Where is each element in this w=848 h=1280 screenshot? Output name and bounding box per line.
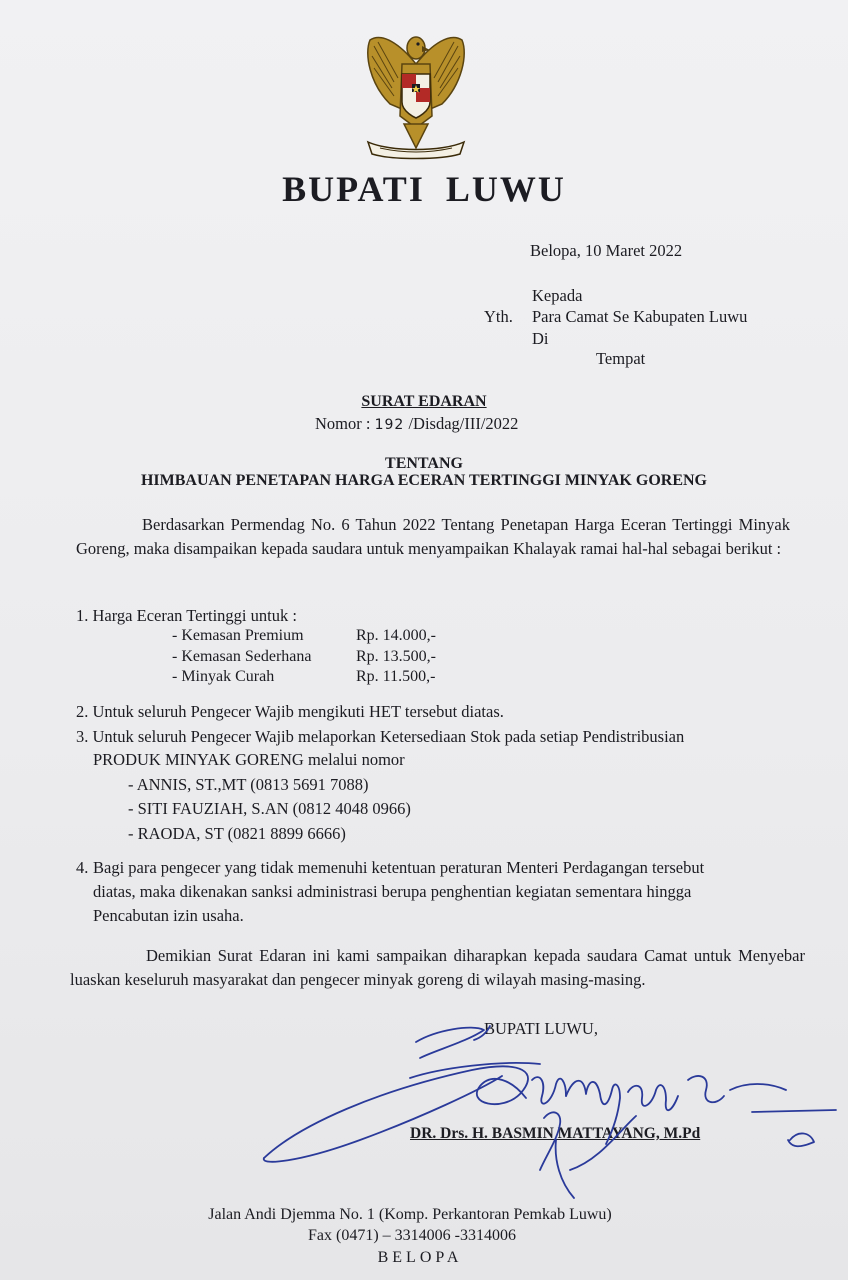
- price-item-value: Rp. 14.000,-: [356, 627, 436, 644]
- signatory-title: BUPATI LUWU,: [484, 1019, 598, 1038]
- price-item-name: - Minyak Curah: [172, 668, 275, 685]
- circular-heading: SURAT EDARAN: [361, 393, 487, 410]
- date-line: Belopa, 10 Maret 2022: [530, 241, 683, 260]
- garuda-pancasila-emblem-icon: [360, 24, 472, 160]
- address-yth: Yth.: [484, 307, 513, 326]
- address-kepada: Kepada: [532, 286, 583, 305]
- price-item-value: Rp. 11.500,-: [356, 668, 436, 685]
- point-4-number: 4.: [76, 858, 89, 877]
- price-item-value: Rp. 13.500,-: [356, 648, 436, 665]
- address-tempat: Tempat: [596, 349, 646, 368]
- contact-item: - ANNIS, ST.,MT (0813 5691 7088): [128, 775, 369, 794]
- price-row: [172, 668, 435, 686]
- handwritten-signature: [240, 1020, 848, 1220]
- point-2: 2. Untuk seluruh Pengecer Wajib mengikuti HET tersebut diatas.: [76, 702, 504, 721]
- price-item-name: - Kemasan Sederhana: [172, 648, 312, 665]
- point-3-line-2: PRODUK MINYAK GORENG melalui nomor: [93, 750, 405, 769]
- point-3-line-1: 3. Untuk seluruh Pengecer Wajib melaporkan Ketersediaan Stok pada setiap Pendistribusian: [76, 727, 685, 746]
- contact-item: - RAODA, ST (0821 8899 6666): [128, 824, 346, 843]
- price-row: [172, 627, 436, 645]
- closing-paragraph: Demikian Surat Edaran ini kami sampaikan diharapkan kepada saudara Camat untuk Menyebar luaskan keseluruh masyarakat dan pengecer minyak goreng di wilayah masing-masing.: [70, 946, 805, 989]
- price-item-name: - Kemasan Premium: [172, 627, 304, 644]
- point-4-line-1: Bagi para pengecer yang tidak memenuhi ketentuan peraturan Menteri Perdagangan tersebut: [93, 858, 705, 877]
- number-prefix: Nomor :: [315, 414, 375, 433]
- point-4: [76, 856, 796, 928]
- point-4-line-3: Pencabutan izin usaha.: [93, 906, 244, 925]
- letterhead-title: BUPATI LUWU: [282, 169, 566, 209]
- point-4-line-2: diatas, maka dikenakan sanksi administrasi berupa penghentian kegiatan sementara hingga: [93, 882, 692, 901]
- circular-number: [315, 414, 518, 434]
- number-suffix: /Disdag/III/2022: [404, 414, 519, 433]
- opening-paragraph: Berdasarkan Permendag No. 6 Tahun 2022 Tentang Penetapan Harga Eceran Tertinggi Minyak Goreng, maka disampaikan kepada saudara untuk menyampaikan Khalayak ramai hal-hal sebagai berikut :: [76, 515, 790, 558]
- point-1-intro: 1. Harga Eceran Tertinggi untuk :: [76, 606, 297, 625]
- address-di: Di: [532, 329, 549, 348]
- price-row: [172, 648, 436, 666]
- about-label: TENTANG: [385, 455, 463, 472]
- subject-title: HIMBAUAN PENETAPAN HARGA ECERAN TERTINGGI MINYAK GORENG: [140, 472, 707, 489]
- footer-fax: Fax (0471) – 3314006 -3314006: [308, 1227, 516, 1244]
- address-recipient: Para Camat Se Kabupaten Luwu: [532, 307, 748, 326]
- number-value-handwritten: 192: [374, 417, 405, 433]
- contact-item: - SITI FAUZIAH, S.AN (0812 4048 0966): [128, 799, 411, 818]
- footer-city: BELOPA: [377, 1249, 463, 1266]
- footer-address: Jalan Andi Djemma No. 1 (Komp. Perkantoran Pemkab Luwu): [208, 1206, 612, 1223]
- signatory-name: DR. Drs. H. BASMIN MATTAYANG, M.Pd: [410, 1125, 701, 1142]
